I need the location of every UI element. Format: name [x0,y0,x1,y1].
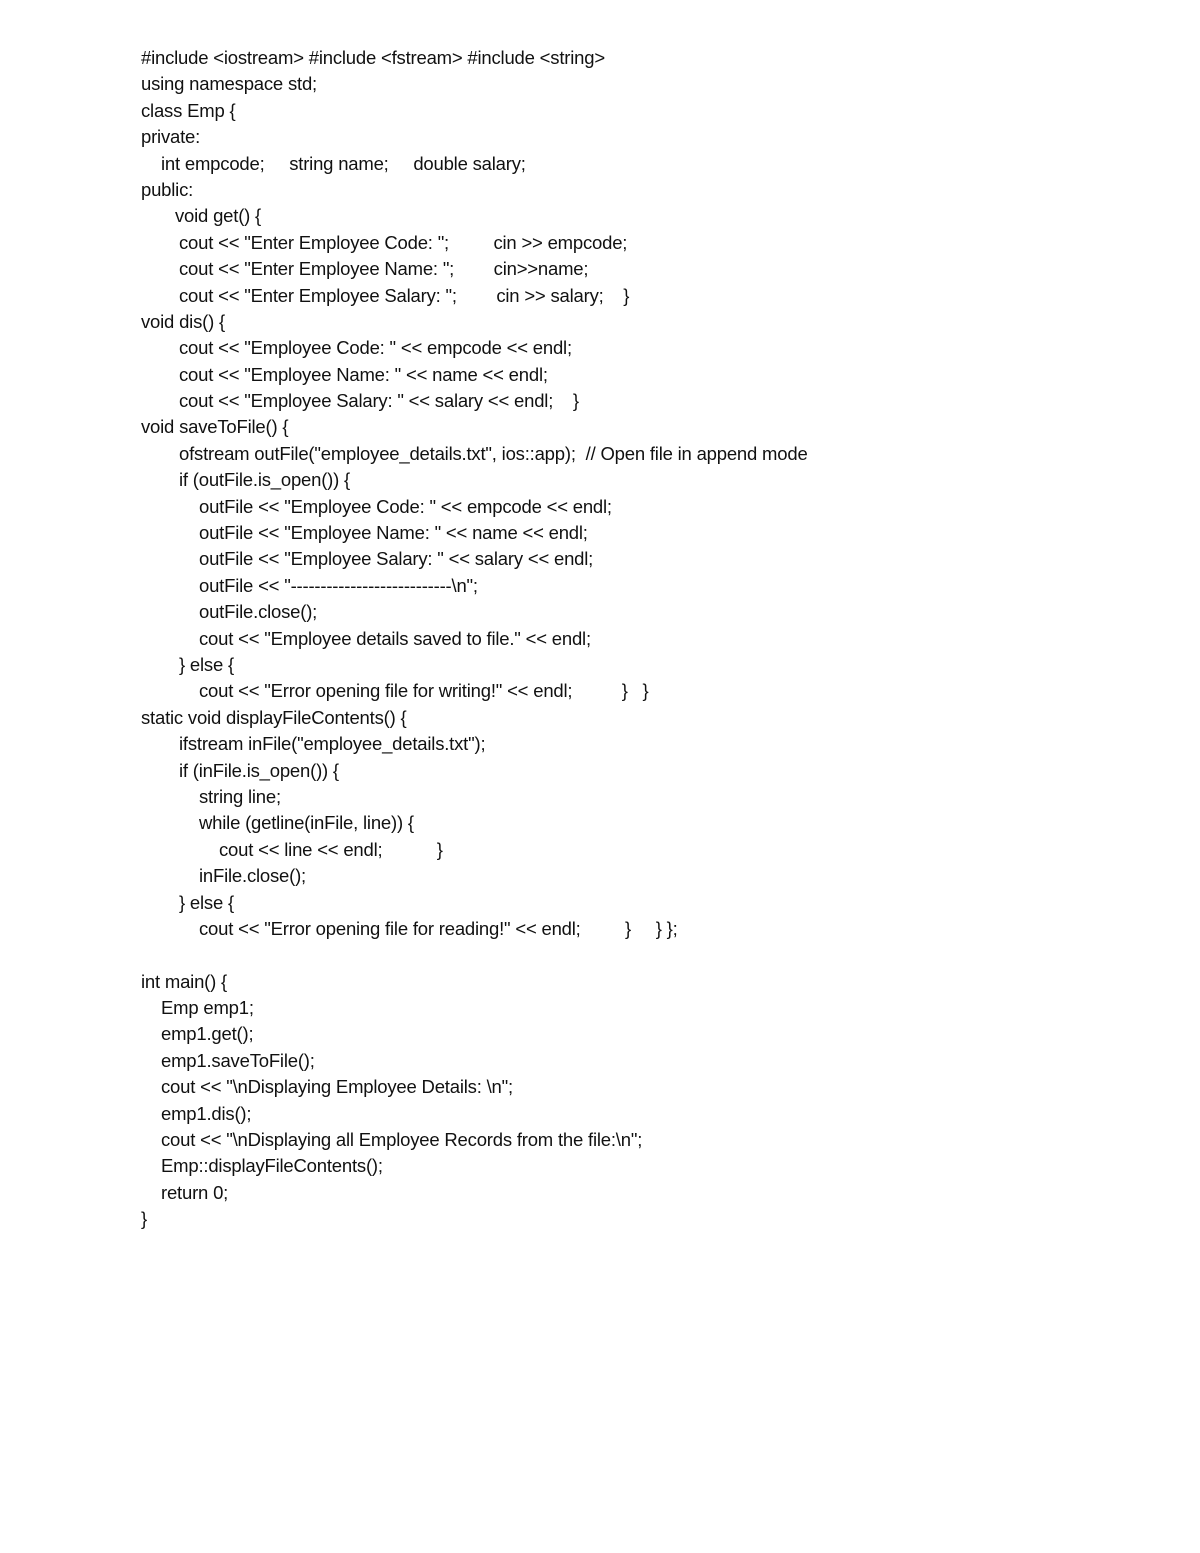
code-line: outFile << "Employee Name: " << name << endl; [199,522,588,544]
code-line: string line; [199,785,281,807]
code-line: cout << "Error opening file for reading!" << endl; } } }; [199,917,678,939]
code-line: outFile << "Employee Salary: " << salary << endl; [199,548,594,570]
code-listing [141,45,1121,1233]
code-line: inFile.close(); [199,865,306,887]
code-line: void saveToFile() { [141,416,289,438]
code-line: void dis() { [141,310,225,332]
code-line: emp1.saveToFile(); [161,1049,315,1071]
code-line: static void displayFileContents() { [141,706,407,728]
code-line: int empcode; string name; double salary; [161,152,526,174]
code-line: cout << "Enter Employee Name: "; cin>>name; [179,258,589,280]
code-line: if (inFile.is_open()) { [179,759,339,781]
code-line: outFile << "Employee Code: " << empcode << endl; [199,495,612,517]
code-line: cout << "Employee Name: " << name << endl; [179,363,548,385]
code-line: ofstream outFile("employee_details.txt", ios::app); // Open file in append mode [179,442,808,464]
code-line: ifstream inFile("employee_details.txt"); [179,733,486,755]
code-line: int main() { [141,970,228,992]
code-line: } [141,1208,147,1230]
code-line: outFile.close(); [199,601,318,623]
code-line: class Emp { [141,99,236,121]
code-line: private: [141,126,201,148]
code-line: #include <iostream> #include <fstream> #include <string> [141,47,605,68]
code-line: cout << "Error opening file for writing!" << endl; } } [199,680,649,702]
code-line: emp1.get(); [161,1023,254,1045]
code-line: emp1.dis(); [161,1102,252,1124]
code-line: if (outFile.is_open()) { [179,469,351,491]
code-line: } else { [179,653,234,675]
code-line: Emp::displayFileContents(); [161,1155,383,1177]
code-line: cout << line << endl; } [219,838,443,860]
code-line: cout << "Employee Salary: " << salary << endl; } [179,390,579,412]
code-line: cout << "Employee details saved to file." << endl; [199,627,591,649]
code-line: using namespace std; [141,73,317,95]
code-line: cout << "\nDisplaying Employee Details: \n"; [161,1076,513,1098]
code-line: cout << "Enter Employee Salary: "; cin >> salary; } [179,284,630,306]
code-line: while (getline(inFile, line)) { [199,812,414,834]
code-line: return 0; [161,1181,229,1203]
code-line: cout << "\nDisplaying all Employee Records from the file:\n"; [161,1129,643,1151]
code-line: outFile << "---------------------------\n"; [199,574,478,596]
code-line: cout << "Enter Employee Code: "; cin >> empcode; [179,231,628,253]
code-line: } else { [179,891,234,913]
code-line: Emp emp1; [161,997,254,1019]
code-line: void get() { [175,205,262,227]
code-line: public: [141,178,194,200]
code-line [141,942,1121,968]
code-line: cout << "Employee Code: " << empcode << endl; [179,337,572,359]
